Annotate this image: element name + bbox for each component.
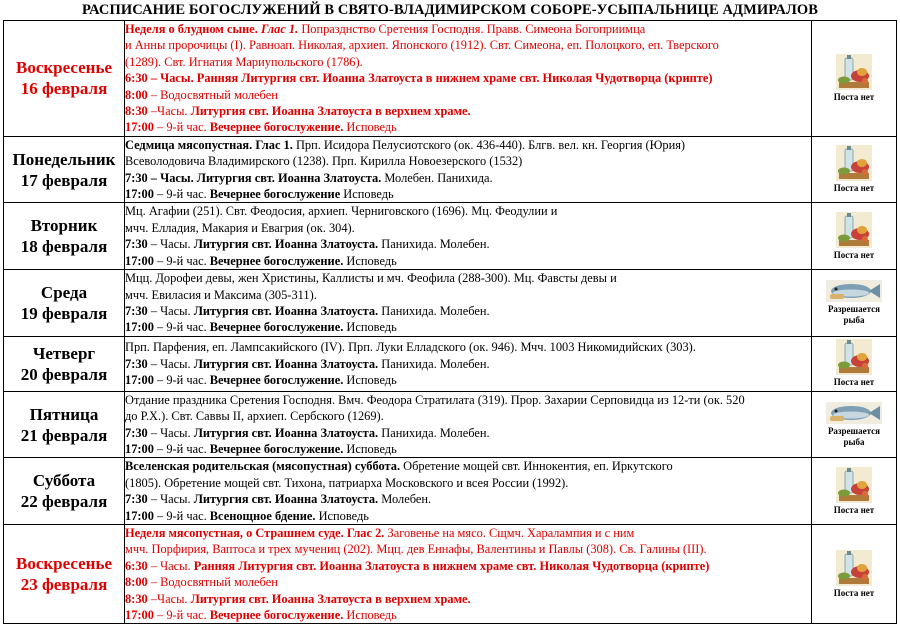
fast-cell [812,21,897,137]
text-segment: 7:30 [125,492,148,507]
service-line [125,339,811,355]
services-cell [125,21,812,137]
day-cell [4,458,125,525]
service-line [125,525,811,541]
service-line [125,103,811,119]
fast-cell [812,136,897,203]
fast-label: Поста нет [833,377,875,388]
text-segment: Ранняя Литургия свт. Иоанна Златоуста в нижнем храме свт. Николая Чудотворца (крипте) [193,558,710,573]
text-segment: 17:00 [125,187,154,202]
text-segment: Всенощное бдение. [209,508,316,523]
text-segment: Глас 1. [260,22,299,36]
text-segment: Седмица мясопустная. Глас 1. [125,137,293,152]
text-segment: – Часы. [147,237,194,252]
text-segment: 17:00 [125,320,154,335]
text-segment: 17:00 [125,253,154,268]
text-segment: – 9-й час. [153,187,210,202]
day-cell [4,203,125,270]
date-label: 23 февраля [20,575,108,595]
text-segment: (1289). Свт. Игнатия Мариупольского (1786). [125,54,363,69]
services-cell [125,270,812,337]
text-segment: Мц. Агафии (251). Свт. Феодосия, архиеп. Черниговского (1696). Мц. Феодулии и [125,204,558,219]
fish-icon [826,280,882,302]
service-line [125,170,811,186]
services-cell [125,524,812,623]
text-segment: до Р.Х.). Свт. Саввы II, архиеп. Сербского (1269). [125,409,384,424]
text-segment: Неделя мясопустная, о Страшнем суде. Глас 2. [125,525,385,540]
schedule-row [4,391,897,458]
text-segment: Вселенская родительская (мясопустная) суббота. [125,459,401,474]
fast-label: Поста нет [833,587,875,598]
service-line [125,458,811,474]
text-segment: Литургия свт. Иоанна Златоуста. [193,425,379,440]
service-line [125,54,811,70]
date-label: 19 февраля [20,303,108,323]
text-segment: – 9-й час. [153,320,210,335]
service-line [125,574,811,590]
fish-icon [826,402,882,424]
service-line [125,270,811,286]
fast-cell [812,524,897,623]
text-segment: 7:30 [125,356,148,371]
service-line [125,203,811,219]
service-line [125,558,811,574]
text-segment: 17:00 [125,508,154,523]
schedule-row [4,203,897,270]
text-segment: – Часы. [147,356,194,371]
fast-cell [812,336,897,391]
weekday-label: Пятница [29,404,99,424]
fast-label: Поста нет [833,91,875,102]
day-cell [4,391,125,458]
date-label: 17 февраля [20,170,108,190]
text-segment: мчч. Евиласия и Максима (305-311). [125,287,317,302]
service-line [125,372,811,388]
text-segment: Панихида. Молебен. [378,237,490,252]
fast-label: Разрешается [827,425,881,436]
food-icon [836,145,872,181]
services-cell [125,136,812,203]
service-line [125,236,811,252]
text-segment: Вечернее богослужение. [209,320,344,335]
text-segment: Литургия свт. Иоанна Златоуста. [193,356,379,371]
text-segment: – Водосвятный молебен [147,87,278,102]
text-segment: Панихида. Молебен. [378,303,490,318]
text-segment: 17:00 [125,372,154,387]
page-title: РАСПИСАНИЕ БОГОСЛУЖЕНИЙ В СВЯТО-ВЛАДИМИРСКОМ СОБОРЕ-УСЫПАЛЬНИЦЕ АДМИРАЛОВ [81,2,819,18]
text-segment: 7:30 [125,425,148,440]
text-segment: Попразднство Сретения Господня. Правв. Симеона Богоприимца [298,22,646,36]
service-line [125,119,811,135]
text-segment: Исповедь [343,253,397,268]
schedule-row [4,458,897,525]
text-segment: Заговенье на мясо. Сщмч. Харалампия и с ним [384,525,635,540]
fast-cell [812,203,897,270]
service-line [125,70,811,86]
food-icon [836,467,872,503]
schedule-row [4,21,897,137]
text-segment: Исповедь [343,608,397,622]
fast-label: рыба [843,436,865,447]
service-line [125,21,811,37]
text-segment: 17:00 [125,441,154,456]
text-segment: Литургия свт. Иоанна Златоуста в верхнем храме. [190,104,471,119]
text-segment: 6:30 [125,558,148,573]
weekday-label: Четверг [32,343,96,363]
food-icon [836,212,872,248]
text-segment: – 9-й час. [153,441,210,456]
service-line [125,137,811,153]
text-segment: –Часы. [147,104,191,119]
text-segment: 7:30 [125,303,148,318]
service-line [125,541,811,557]
text-segment: Молебен. Панихида. [381,170,493,185]
day-cell [4,136,125,203]
text-segment: Вечернее богослужение. [209,372,344,387]
service-line [125,319,811,335]
service-line [125,37,811,53]
text-segment: – Часы. [147,558,194,573]
text-segment: 8:30 [125,104,148,119]
text-segment: Отдание праздника Сретения Господня. Вмч. Феодора Стратилата (319). Прор. Захарии Серповидца из 12-ти (ок. 520 [125,392,745,407]
fast-cell [812,458,897,525]
fast-label: Поста нет [833,183,875,194]
text-segment: Панихида. Молебен. [378,425,490,440]
day-cell [4,524,125,623]
text-segment: 17:00 [125,608,154,622]
text-segment: 7:30 [125,237,148,252]
text-segment: Вечернее богослужение. [209,608,344,622]
text-segment: 8:00 [125,575,148,590]
text-segment: – 9-й час. [153,253,210,268]
text-segment: 17:00 [125,120,154,135]
date-label: 18 февраля [20,237,108,257]
weekday-label: Воскресенье [15,58,112,78]
service-line [125,491,811,507]
weekday-label: Суббота [32,471,96,491]
services-cell [125,336,812,391]
text-segment: Мцц. Дорофеи девы, жен Христины, Каллисты и мч. Феофила (288-300). Мц. Фавсты девы и [125,271,617,286]
food-icon [836,339,872,375]
service-line [125,287,811,303]
schedule-row [4,524,897,623]
text-segment: 8:00 [125,87,148,102]
text-segment: мчч. Елладия, Макария и Евагрия (ок. 304). [125,220,355,235]
service-line [125,253,811,269]
text-segment: Литургия свт. Иоанна Златоуста. [193,303,379,318]
schedule-table [3,20,897,624]
text-segment: Прп. Парфения, еп. Лампсакийского (IV). Прп. Луки Елладского (ок. 946). Мчч. 1003 Никомидийских (303). [125,340,696,355]
weekday-label: Вторник [30,216,98,236]
service-line [125,475,811,491]
fast-cell [812,391,897,458]
date-label: 20 февраля [20,364,108,384]
service-line [125,392,811,408]
weekday-label: Воскресенье [15,554,112,574]
text-segment: Всеволодовича Владимирского (1238). Прп. Кирилла Новоезерского (1532) [125,154,523,169]
service-line [125,607,811,623]
text-segment: –Часы. [147,591,191,606]
text-segment: Исповедь [343,441,397,456]
services-cell [125,203,812,270]
services-cell [125,391,812,458]
service-line [125,425,811,441]
text-segment: – Водосвятный молебен [147,575,278,590]
text-segment: Молебен. [378,492,432,507]
service-line [125,408,811,424]
text-segment: – 9-й час. [153,508,210,523]
fast-label: Поста нет [833,504,875,515]
text-segment: Исповедь [343,320,397,335]
service-line [125,508,811,524]
services-cell [125,458,812,525]
text-segment: Исповедь [340,187,394,202]
text-segment: Исповедь [343,372,397,387]
food-icon [836,550,872,586]
weekday-label: Понедельник [12,149,116,169]
schedule-row [4,136,897,203]
text-segment: Вечернее богослужение. [209,441,344,456]
date-label: 16 февраля [20,79,108,99]
date-label: 21 февраля [20,425,108,445]
text-segment: Литургия свт. Иоанна Златоуста в верхнем храме. [190,591,471,606]
text-segment: 8:30 [125,591,148,606]
service-line [125,87,811,103]
fast-label: рыба [843,314,865,325]
fast-label: Разрешается [827,303,881,314]
food-icon [836,54,872,90]
service-line [125,220,811,236]
text-segment: Прп. Исидора Пелусиотского (ок. 436-440). Блгв. вел. кн. Георгия (Юрия) [292,137,686,152]
text-segment: Исповедь [315,508,369,523]
text-segment: Обретение мощей свт. Иннокентия, еп. Иркутского [400,459,673,474]
weekday-label: Среда [40,282,88,302]
service-line [125,356,811,372]
text-segment: – Часы. [147,303,194,318]
text-segment: Исповедь [343,120,397,135]
fast-label: Поста нет [833,249,875,260]
text-segment: Вечернее богослужение. [209,253,344,268]
day-cell [4,270,125,337]
text-segment: (1805). Обретение мощей свт. Тихона, патриарха Московского и всея России (1992). [125,475,569,490]
schedule-row [4,336,897,391]
service-line [125,441,811,457]
text-segment: Литургия свт. Иоанна Златоуста. [193,492,379,507]
service-line [125,303,811,319]
service-line [125,186,811,202]
date-label: 22 февраля [20,492,108,512]
text-segment: – 9-й час. [153,372,210,387]
text-segment: 6:30 – Часы. Ранняя Литургия свт. Иоанна Златоуста в нижнем храме свт. Николая Чудотворца (крипте) [125,71,713,86]
text-segment: – Часы. [147,492,194,507]
text-segment: – Часы. [147,425,194,440]
text-segment: Неделя о блудном сыне. [125,22,261,36]
text-segment: и Анны пророчицы (I). Равноап. Николая, архиеп. Японского (1912). Свт. Симеона, еп. Полоцкого, еп. Тверского [125,38,719,53]
text-segment: Вечернее богослужение [209,187,341,202]
schedule-row [4,270,897,337]
text-segment: – 9-й час. [153,120,210,135]
text-segment: 7:30 – Часы. Литургия свт. Иоанна Златоуста. [125,170,382,185]
text-segment: мчч. Порфирия, Ваптоса и трех мучениц (202). Мцц. дев Еннафы, Валентины и Павлы (308). Св. Галины (III). [125,542,707,557]
day-cell [4,21,125,137]
text-segment: Вечернее богослужение. [209,120,344,135]
service-line [125,153,811,169]
text-segment: Панихида. Молебен. [378,356,490,371]
text-segment: Литургия свт. Иоанна Златоуста. [193,237,379,252]
day-cell [4,336,125,391]
fast-cell [812,270,897,337]
text-segment: – 9-й час. [153,608,210,622]
service-line [125,591,811,607]
